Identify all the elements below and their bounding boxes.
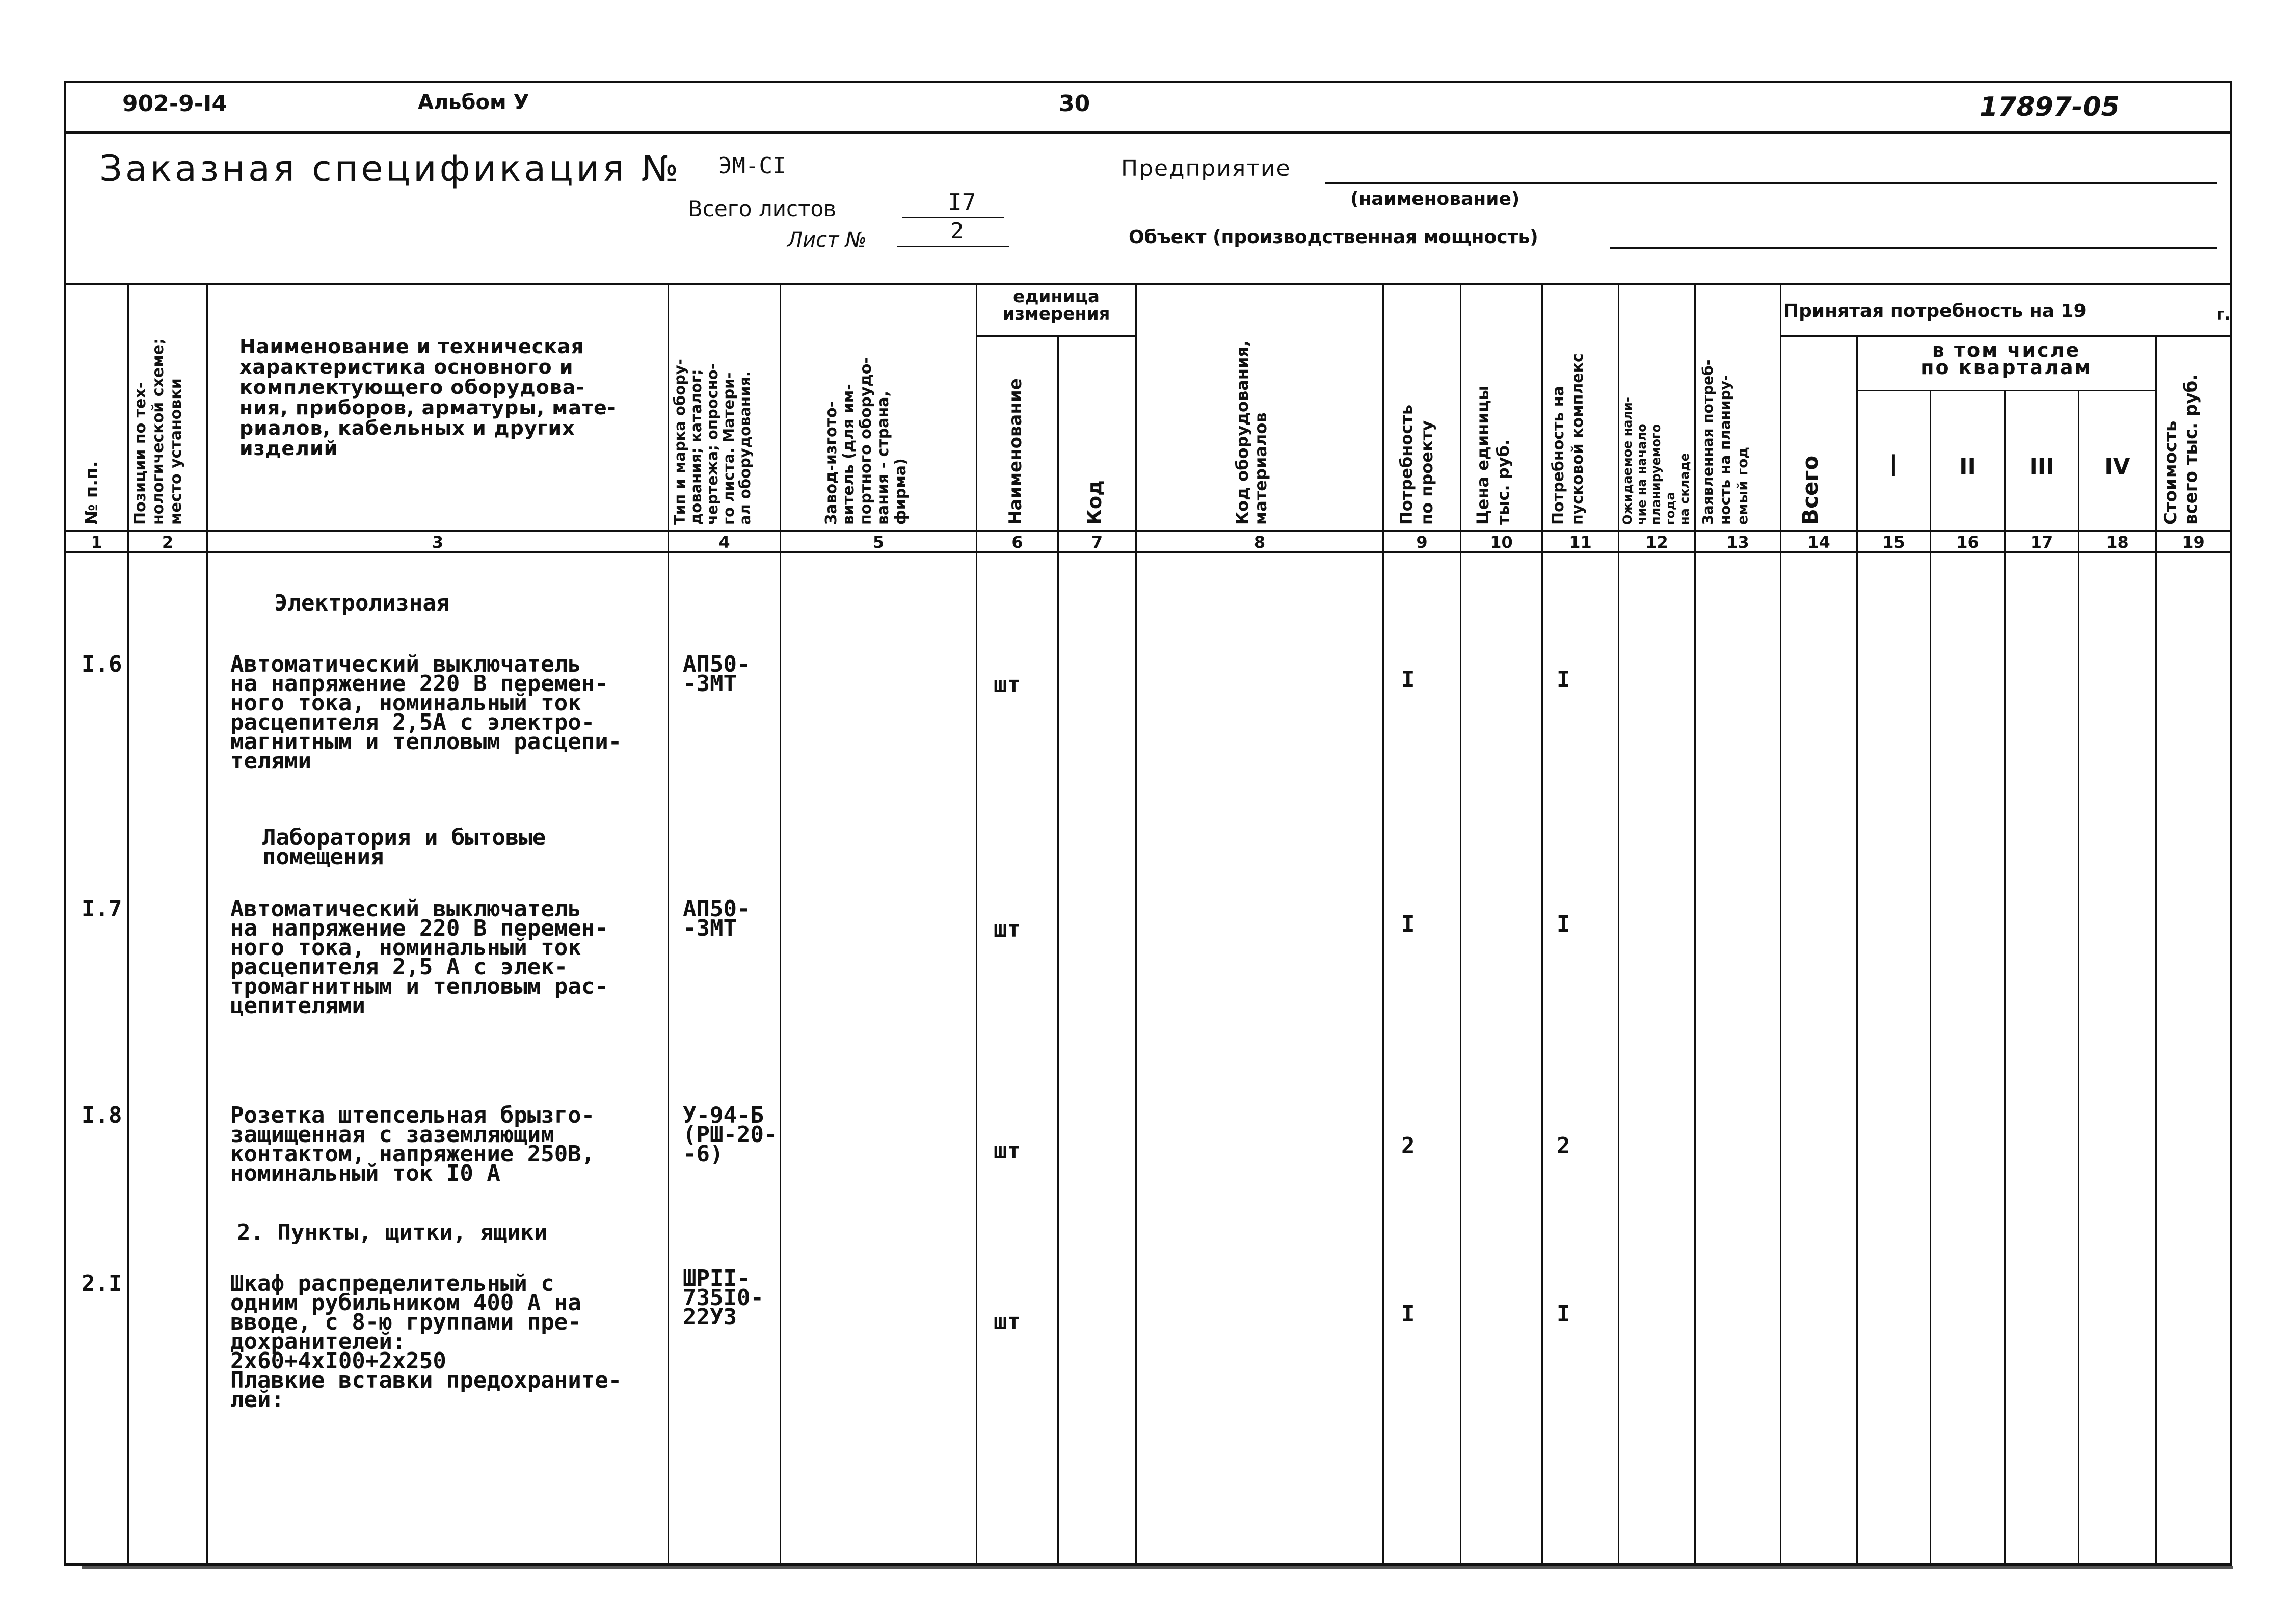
frame-shadow [82, 1566, 2233, 1569]
col-number-8: 8 [1253, 533, 1266, 552]
col-number-2: 2 [162, 533, 174, 552]
col-line-10 [1541, 283, 1543, 1565]
row-name: Шкаф распределительный с одним рубильником 400 А на вводе, с 8-ю группами пре- дохранителей: 2х60+4хI00+2х250 Плавкие вставки предохраните- лей: [230, 1270, 622, 1413]
col-line-3 [668, 283, 669, 1565]
col-line-6 [1057, 335, 1059, 1565]
col-number-12: 12 [1645, 533, 1668, 552]
col-header-10: Цена единицы тыс. руб. [1473, 385, 1513, 525]
row-start-need: I [1557, 1301, 1570, 1327]
row-unit: шт [994, 672, 1021, 698]
col-header-9: Потребность по проекту [1397, 404, 1436, 525]
col-header-11: Потребность на пусковой комплекс [1550, 353, 1587, 525]
header-top-line [64, 283, 2232, 285]
accepted-year-suffix: г. [2217, 306, 2231, 324]
object-underline [1610, 247, 2217, 249]
col-header-14: Всего [1798, 455, 1823, 525]
col-number-3: 3 [432, 533, 444, 552]
row-start-need: I [1557, 911, 1570, 937]
col-number-14: 14 [1807, 533, 1830, 552]
total-sheets-label: Всего листов [688, 196, 837, 221]
col-number-15: 15 [1882, 533, 1905, 552]
section-heading: Лаборатория и бытовые помещения [262, 825, 546, 870]
spec-number: ЭМ-CI [718, 153, 786, 179]
frame-top [64, 81, 2232, 83]
col-header-1: № п.п. [82, 461, 102, 525]
page-number: 30 [1059, 91, 1090, 117]
row-need: I [1401, 911, 1415, 937]
col-header-5: Завод-изгото- витель (для им- портного оборудо- вания - страна, фирма) [822, 357, 910, 525]
quarter-3-header: III [2029, 454, 2054, 480]
row-number: I.6 [82, 651, 122, 677]
quarters-group-header: в том числе по кварталам [1920, 339, 2092, 379]
object-label: Объект (производственная мощность) [1129, 227, 1538, 248]
frame-right [2230, 81, 2232, 1566]
col-header-3: Наименование и техническая характеристика основного и комплектующего оборудова- ния, приборов, арматуры, мате- риалов, кабельных и других изделий [239, 335, 616, 460]
row-number: I.7 [82, 896, 122, 922]
unit-group-line [976, 335, 1137, 337]
row-number: 2.I [82, 1270, 122, 1296]
sheet-code: 902-9-I4 [122, 91, 227, 117]
col-line-1 [127, 283, 129, 1565]
row-unit: шт [994, 1138, 1021, 1164]
topbar-divider [64, 131, 2232, 134]
col-number-1: 1 [91, 533, 102, 552]
unit-group-header: единица измерения [1002, 286, 1110, 324]
col-number-17: 17 [2030, 533, 2053, 552]
row-name: Автоматический выключатель на напряжение 220 В перемен- ного тока, номинальный ток расцепителя 2,5 А с элек- тромагнитным и тепловым рас- цепителями [230, 896, 608, 1019]
section-heading: Электролизная [274, 590, 450, 616]
row-need: I [1401, 1301, 1415, 1327]
row-type: У-94-Б (РШ-20- -6) [683, 1102, 778, 1167]
row-need: 2 [1401, 1133, 1415, 1159]
row-type: ШРII- 735I0- 22У3 [683, 1265, 764, 1330]
row-number: I.8 [82, 1102, 122, 1128]
col-line-15 [1930, 390, 1931, 1565]
col-number-13: 13 [1726, 533, 1749, 552]
col-header-6: Наименование [1005, 378, 1026, 525]
col-number-10: 10 [1490, 533, 1513, 552]
total-sheets-value: I7 [948, 189, 976, 216]
col-line-7 [1135, 283, 1137, 1565]
col-header-8: Код оборудования, материалов [1233, 340, 1270, 525]
row-start-need: 2 [1557, 1133, 1570, 1159]
row-start-need: I [1557, 667, 1570, 693]
quarters-group-line [1856, 390, 2155, 391]
row-name: Автоматический выключатель на напряжение 220 В перемен- ного тока, номинальный ток расцепителя 2,5А с электро- магнитным и тепловым расцепи- телями [230, 651, 622, 774]
enterprise-label: Предприятие [1121, 155, 1291, 181]
row-need: I [1401, 667, 1415, 693]
col-header-7: Код [1083, 480, 1106, 525]
row-type: АП50- -3МТ [683, 896, 751, 941]
col-line-18 [2155, 335, 2157, 1565]
document-number: 17897-05 [1980, 92, 2120, 122]
col-header-13: Заявленная потреб- ность на планиру- емый год [1699, 359, 1751, 525]
col-line-8 [1382, 283, 1384, 1565]
col-line-4 [780, 283, 781, 1565]
quarter-2-header: II [1959, 454, 1976, 480]
sheet-label: Лист № [787, 228, 867, 252]
col-header-19: Стоимость всего тыс. руб. [2160, 374, 2201, 525]
col-line-13 [1780, 283, 1781, 1565]
col-line-5 [976, 283, 977, 1565]
col-number-9: 9 [1416, 533, 1428, 552]
col-number-19: 19 [2182, 533, 2205, 552]
col-line-16 [2004, 390, 2006, 1565]
col-number-11: 11 [1569, 533, 1592, 552]
col-line-17 [2078, 390, 2079, 1565]
section-heading: 2. Пункты, щитки, ящики [237, 1220, 548, 1245]
sheet-underline [897, 246, 1009, 247]
col-line-14 [1856, 335, 1858, 1565]
quarter-4-header: IV [2104, 454, 2130, 480]
col-line-11 [1618, 283, 1619, 1565]
frame-left [64, 81, 66, 1566]
col-number-16: 16 [1956, 533, 1979, 552]
col-number-18: 18 [2106, 533, 2129, 552]
col-header-4: Тип и марка обору- дования; каталог; чертежа; опросно- го листа. Матери- ал оборудования. [671, 359, 754, 525]
col-header-2: Позиции по тех- нологической схеме; место установки [131, 338, 185, 525]
row-type: АП50- -3МТ [683, 651, 751, 697]
row-unit: шт [994, 1309, 1021, 1335]
sheet-value: 2 [950, 218, 964, 244]
quarter-1-header: I [1889, 448, 1898, 484]
col-number-5: 5 [872, 533, 885, 552]
col-header-12: Ожидаемое нали- чие на начало планируемого года на складе [1620, 397, 1692, 525]
col-line-9 [1460, 283, 1461, 1565]
col-number-6: 6 [1011, 533, 1023, 552]
col-number-4: 4 [718, 533, 730, 552]
enterprise-underline [1325, 182, 2217, 184]
col-line-2 [206, 283, 208, 1565]
col-line-12 [1694, 283, 1696, 1565]
album-label: Альбом У [418, 91, 529, 114]
enterprise-caption: (наименование) [1350, 189, 1520, 209]
accepted-group-header: Принятая потребность на 19 [1783, 301, 2087, 322]
spec-title: Заказная спецификация № [99, 148, 682, 190]
row-unit: шт [994, 916, 1021, 942]
col-number-7: 7 [1091, 533, 1103, 552]
row-name: Розетка штепсельная брызго- защищенная с заземляющим контактом, напряжение 250В, номинальный ток I0 А [230, 1102, 595, 1186]
